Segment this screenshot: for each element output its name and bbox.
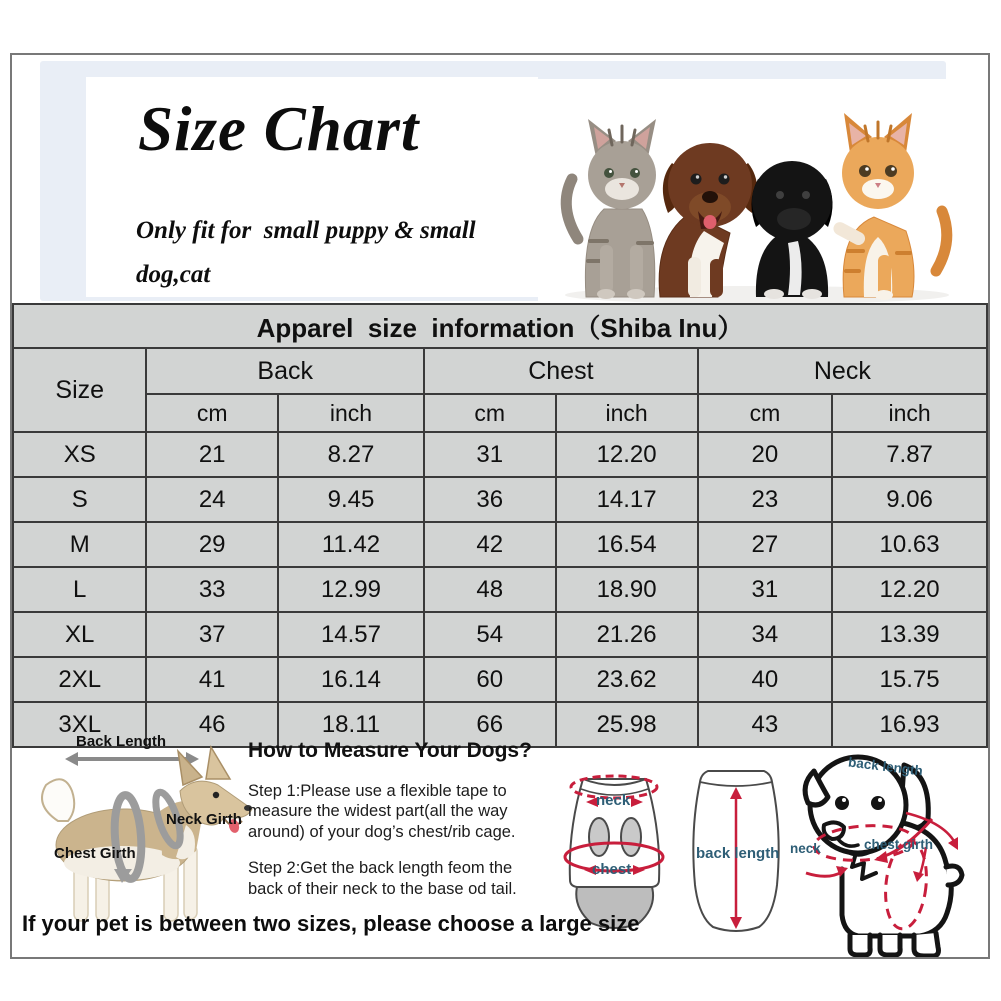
measure-step-1: Step 1:Please use a flexible tape to measure the widest part(all the way around) of your dog’s chest/rib cage. bbox=[248, 782, 516, 841]
cell-back-cm: 21 bbox=[146, 432, 277, 477]
col-header-neck: Neck bbox=[698, 348, 987, 394]
cell-chest-inch: 23.62 bbox=[556, 657, 698, 702]
brown-puppy bbox=[659, 143, 757, 297]
cell-neck-cm: 20 bbox=[698, 432, 832, 477]
puppy-neck-label: neck bbox=[790, 841, 821, 856]
cell-neck-inch: 7.87 bbox=[832, 432, 987, 477]
cell-chest-inch: 14.17 bbox=[556, 477, 698, 522]
cell-chest-cm: 66 bbox=[424, 702, 555, 747]
row-size-label: XS bbox=[13, 432, 146, 477]
col-header-size: Size bbox=[13, 348, 146, 432]
col-header-back: Back bbox=[146, 348, 424, 394]
title-panel bbox=[86, 77, 538, 297]
pets-photo-illustration bbox=[538, 79, 976, 307]
cell-neck-cm: 34 bbox=[698, 612, 832, 657]
black-puppy bbox=[751, 161, 832, 299]
cell-back-cm: 41 bbox=[146, 657, 277, 702]
unit-chest-inch: inch bbox=[556, 394, 698, 432]
unit-neck-cm: cm bbox=[698, 394, 832, 432]
cell-back-cm: 29 bbox=[146, 522, 277, 567]
cell-neck-inch: 12.20 bbox=[832, 567, 987, 612]
table-row bbox=[13, 432, 987, 477]
cell-chest-cm: 36 bbox=[424, 477, 555, 522]
cell-chest-inch: 18.90 bbox=[556, 567, 698, 612]
cell-chest-inch: 25.98 bbox=[556, 702, 698, 747]
cell-neck-inch: 16.93 bbox=[832, 702, 987, 747]
how-to-measure-title: How to Measure Your Dogs? bbox=[248, 739, 532, 762]
cell-chest-inch: 21.26 bbox=[556, 612, 698, 657]
cell-neck-inch: 13.39 bbox=[832, 612, 987, 657]
col-header-chest: Chest bbox=[424, 348, 698, 394]
cell-back-inch: 16.14 bbox=[278, 657, 424, 702]
cell-neck-cm: 40 bbox=[698, 657, 832, 702]
cell-chest-inch: 12.20 bbox=[556, 432, 698, 477]
measuring-dog-illustration bbox=[18, 731, 256, 929]
cell-chest-cm: 48 bbox=[424, 567, 555, 612]
row-size-label: M bbox=[13, 522, 146, 567]
top-banner bbox=[40, 61, 946, 301]
size-chart-frame bbox=[10, 53, 990, 959]
cell-neck-cm: 23 bbox=[698, 477, 832, 522]
table-title: Apparel size information（Shiba Inu） bbox=[13, 304, 987, 348]
cell-chest-cm: 31 bbox=[424, 432, 555, 477]
unit-back-inch: inch bbox=[278, 394, 424, 432]
cell-back-cm: 46 bbox=[146, 702, 277, 747]
pets-photo bbox=[538, 79, 976, 307]
table-title-row bbox=[13, 304, 987, 348]
cell-back-cm: 37 bbox=[146, 612, 277, 657]
table-row bbox=[13, 477, 987, 522]
row-size-label: L bbox=[13, 567, 146, 612]
unit-chest-cm: cm bbox=[424, 394, 555, 432]
cell-back-inch: 14.57 bbox=[278, 612, 424, 657]
cell-back-inch: 18.11 bbox=[278, 702, 424, 747]
chest-girth-label: Chest Girth bbox=[54, 845, 136, 862]
cell-neck-cm: 43 bbox=[698, 702, 832, 747]
measuring-dog-figure bbox=[18, 731, 256, 929]
table-group-header-row bbox=[13, 348, 987, 394]
row-size-label: S bbox=[13, 477, 146, 522]
how-to-measure bbox=[248, 739, 542, 915]
neck-girth-label: Neck Girth bbox=[166, 811, 242, 828]
garment-neck-label: neck bbox=[596, 792, 631, 809]
cartoon-puppy-figure bbox=[786, 727, 970, 957]
banner-subtitle-line1: Only fit for small puppy & small bbox=[136, 217, 476, 244]
cell-neck-cm: 31 bbox=[698, 567, 832, 612]
garment-back-length-label: back length bbox=[696, 845, 780, 862]
gray-kitten bbox=[566, 119, 656, 299]
size-table bbox=[12, 303, 988, 748]
table-row bbox=[13, 522, 987, 567]
garment-back-illustration bbox=[680, 743, 792, 939]
cell-neck-cm: 27 bbox=[698, 522, 832, 567]
garment-front-diagram bbox=[546, 743, 683, 939]
cell-back-inch: 9.45 bbox=[278, 477, 424, 522]
size-advice-note: If your pet is between two sizes, please choose a large size bbox=[22, 911, 640, 936]
garment-chest-label: chest bbox=[592, 861, 632, 878]
row-size-label: 3XL bbox=[13, 702, 146, 747]
table-row bbox=[13, 657, 987, 702]
banner-subtitle-line2: dog,cat bbox=[136, 261, 211, 288]
cell-chest-cm: 42 bbox=[424, 522, 555, 567]
garment-back-diagram bbox=[680, 743, 792, 939]
puppy-back-length-label: back length bbox=[847, 754, 924, 779]
cell-chest-cm: 60 bbox=[424, 657, 555, 702]
cell-neck-inch: 10.63 bbox=[832, 522, 987, 567]
unit-back-cm: cm bbox=[146, 394, 277, 432]
row-size-label: 2XL bbox=[13, 657, 146, 702]
cell-back-inch: 8.27 bbox=[278, 432, 424, 477]
unit-neck-inch: inch bbox=[832, 394, 987, 432]
cell-neck-inch: 9.06 bbox=[832, 477, 987, 522]
cell-chest-cm: 54 bbox=[424, 612, 555, 657]
cell-back-inch: 11.42 bbox=[278, 522, 424, 567]
garment-front-illustration bbox=[546, 743, 683, 939]
cell-back-cm: 33 bbox=[146, 567, 277, 612]
table-row bbox=[13, 612, 987, 657]
cell-chest-inch: 16.54 bbox=[556, 522, 698, 567]
page-title: Size Chart bbox=[138, 94, 420, 164]
row-size-label: XL bbox=[13, 612, 146, 657]
cell-neck-inch: 15.75 bbox=[832, 657, 987, 702]
cell-back-cm: 24 bbox=[146, 477, 277, 522]
orange-kitten bbox=[831, 113, 947, 300]
table-row bbox=[13, 567, 987, 612]
measure-step-2: Step 2:Get the back length feom the back of their neck to the base od tail. bbox=[248, 859, 517, 898]
puppy-chest-girth-label: chest girth bbox=[864, 837, 934, 852]
cell-back-inch: 12.99 bbox=[278, 567, 424, 612]
table-unit-row bbox=[13, 394, 987, 432]
back-length-label: Back Length bbox=[76, 733, 167, 750]
